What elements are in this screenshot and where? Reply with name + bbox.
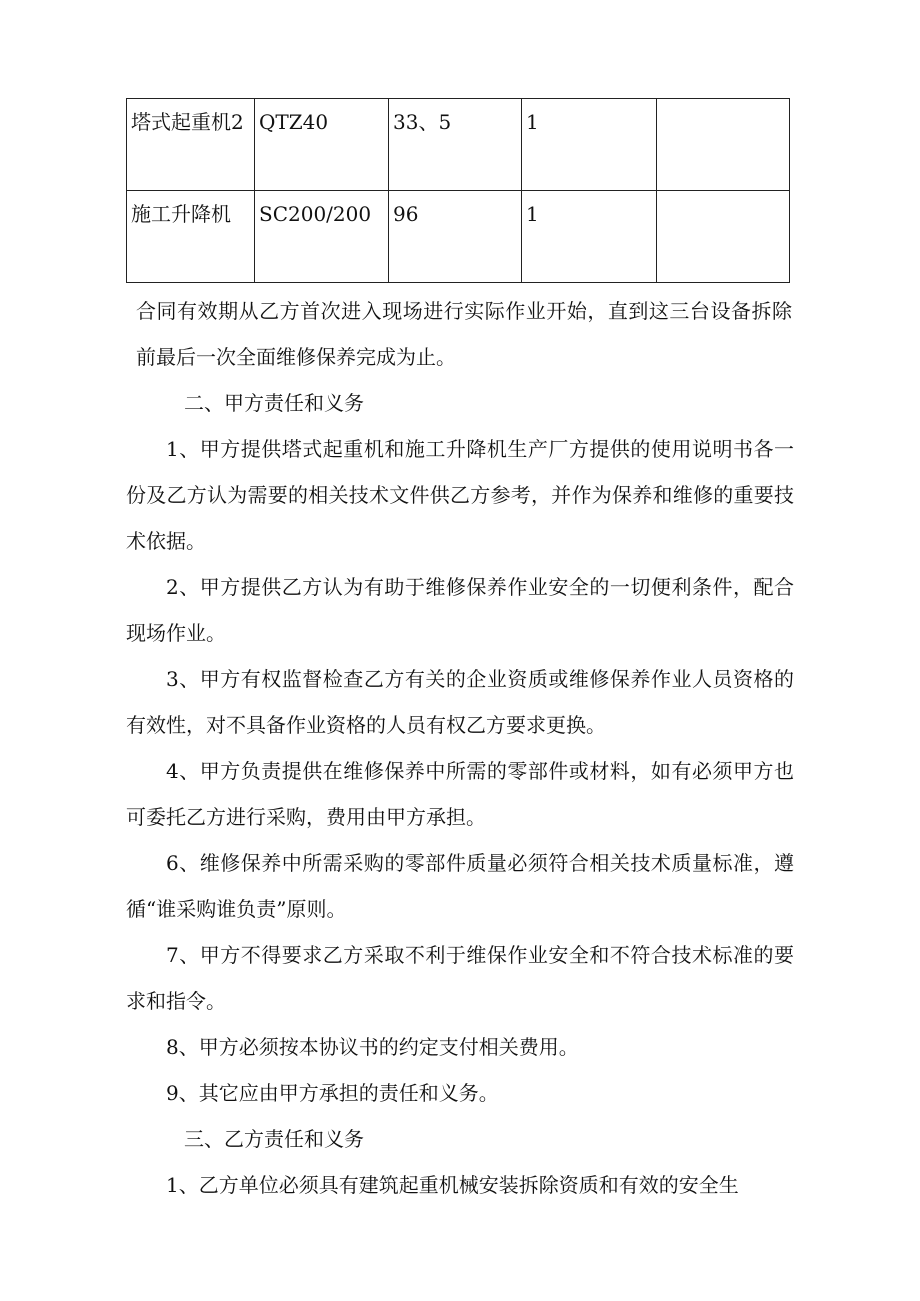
- equipment-note-cell: [657, 99, 790, 191]
- section2-item-2: 2、甲方提供乙方认为有助于维修保养作业安全的一切便利条件，配合现场作业。: [126, 575, 794, 645]
- section2-item-8: 8、甲方必须按本协议书的约定支付相关费用。: [166, 1035, 579, 1059]
- section2-heading: 二、甲方责任和义务: [184, 391, 364, 415]
- equipment-name-cell: 塔式起重机2: [127, 99, 255, 191]
- equipment-height-cell: 96: [389, 191, 522, 283]
- section2-item-4: 4、甲方负责提供在维修保养中所需的零部件或材料，如有必须甲方也可委托乙方进行采购，费用由甲方承担。: [126, 759, 794, 829]
- equipment-note-cell: [657, 191, 790, 283]
- section3-item-1: 1、乙方单位必须具有建筑起重机械安装拆除资质和有效的安全生: [166, 1173, 739, 1197]
- equipment-qty-cell: 1: [522, 99, 657, 191]
- section3-heading: 三、乙方责任和义务: [184, 1127, 364, 1151]
- section2-item-7: 7、甲方不得要求乙方采取不利于维保作业安全和不符合技术标准的要求和指令。: [126, 943, 794, 1013]
- section2-item-3: 3、甲方有权监督检查乙方有关的企业资质或维修保养作业人员资格的有效性，对不具备作业资格的人员有权乙方要求更换。: [126, 667, 794, 737]
- contract-period-paragraph: 合同有效期从乙方首次进入现场进行实际作业开始，直到这三台设备拆除前最后一次全面维修保养完成为止。: [136, 299, 792, 369]
- equipment-height-cell: 33、5: [389, 99, 522, 191]
- section2-item-6: 6、维修保养中所需采购的零部件质量必须符合相关技术质量标准，遵循“谁采购谁负责”原则。: [126, 851, 794, 921]
- section2-item-9: 9、其它应由甲方承担的责任和义务。: [166, 1081, 499, 1105]
- equipment-name-cell: 施工升降机: [127, 191, 255, 283]
- section2-item-1: 1、甲方提供塔式起重机和施工升降机生产厂方提供的使用说明书各一份及乙方认为需要的相关技术文件供乙方参考，并作为保养和维修的重要技术依据。: [126, 437, 794, 553]
- table-row: [127, 191, 790, 283]
- equipment-model-cell: SC200/200: [255, 191, 389, 283]
- equipment-qty-cell: 1: [522, 191, 657, 283]
- equipment-model-cell: QTZ40: [255, 99, 389, 191]
- equipment-table: [126, 98, 790, 283]
- table-row: [127, 99, 790, 191]
